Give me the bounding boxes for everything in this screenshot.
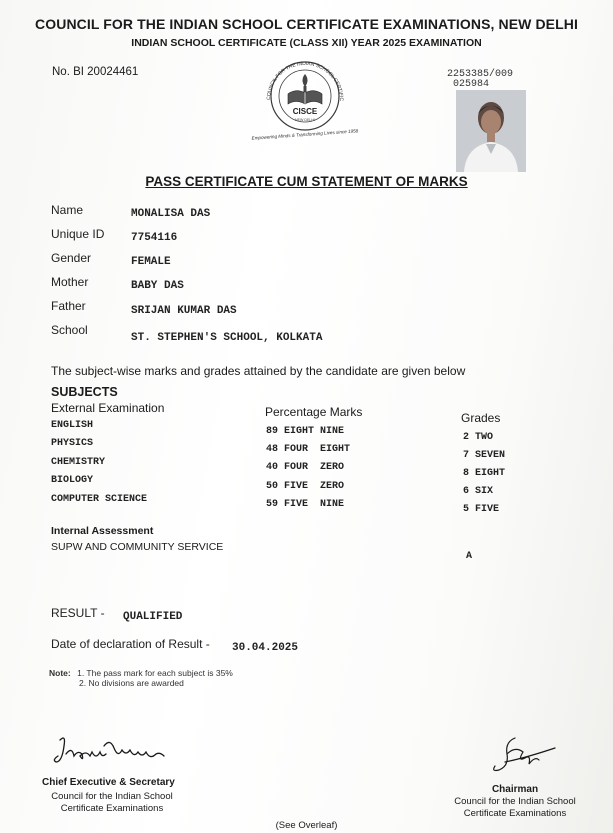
- candidate-name: MONALISA DAS: [131, 208, 211, 220]
- result-value: QUALIFIED: [123, 611, 183, 623]
- serial-line-2: 025984: [453, 79, 490, 90]
- right-signatory-org-line2: Certificate Examinations: [463, 808, 567, 819]
- see-overleaf: (See Overleaf): [275, 820, 338, 831]
- left-signatory-org-line2: Certificate Examinations: [60, 803, 164, 814]
- grades-heading: Grades: [461, 411, 501, 425]
- subjects-heading: SUBJECTS: [51, 385, 118, 399]
- label-school: School: [51, 323, 88, 337]
- candidate-mother: BABY DAS: [131, 280, 184, 292]
- right-signatory-title: Chairman: [491, 784, 539, 795]
- note-line-2: 2. No divisions are awarded: [79, 678, 184, 688]
- left-signatory-org: [42, 791, 182, 815]
- declaration-date-label: Date of declaration of Result -: [51, 637, 210, 651]
- candidate-gender: FEMALE: [131, 256, 171, 268]
- certificate-number: No. BI 20024461: [52, 66, 139, 78]
- serial-line-1: 2253385/009: [447, 69, 514, 80]
- cisce-logo: [238, 60, 373, 142]
- subject-name: CHEMISTRY: [51, 457, 106, 468]
- left-signatory-title: Chief Executive & Secretary: [42, 777, 175, 788]
- candidate-father: SRIJAN KUMAR DAS: [131, 305, 237, 317]
- subject-marks: 89 EIGHT NINE: [266, 426, 345, 437]
- result-label: RESULT -: [51, 606, 105, 620]
- note-label: Note:: [49, 668, 71, 678]
- logo-abbr: CISCE: [292, 107, 318, 116]
- label-name: Name: [51, 203, 84, 217]
- signature-icon: [52, 732, 172, 772]
- subject-grade: 8 EIGHT: [463, 468, 506, 479]
- person-photo-icon: [456, 90, 526, 172]
- subject-grade: 6 SIX: [463, 486, 494, 497]
- marks-intro: The subject-wise marks and grades attained by the candidate are given below: [51, 364, 466, 378]
- subject-name: COMPUTER SCIENCE: [51, 494, 148, 505]
- label-mother: Mother: [51, 275, 89, 289]
- notes-block: [49, 668, 233, 688]
- serial-number: [447, 70, 513, 90]
- candidate-photo: [456, 90, 526, 172]
- right-signatory-org-line1: Council for the Indian School: [454, 796, 576, 807]
- internal-subject: SUPW AND COMMUNITY SERVICE: [51, 541, 224, 553]
- external-exam-heading: External Examination: [51, 401, 165, 415]
- label-gender: Gender: [51, 251, 92, 265]
- signature-icon: [485, 732, 565, 782]
- right-signatory-org: [440, 796, 590, 820]
- left-signatory-org-line1: Council for the Indian School: [51, 791, 173, 802]
- percentage-marks-heading: Percentage Marks: [265, 405, 363, 419]
- certificate-title-text: PASS CERTIFICATE CUM STATEMENT OF MARKS: [145, 174, 468, 189]
- subject-marks: 59 FIVE NINE: [266, 499, 345, 510]
- subject-grade: 2 TWO: [463, 432, 494, 443]
- logo-ring-text: COUNCIL FOR THE INDIAN SCHOOL CERTIFIC: [265, 60, 345, 102]
- subject-grade: 7 SEVEN: [463, 450, 506, 461]
- subject-marks: 48 FOUR EIGHT: [266, 444, 351, 455]
- subject-name: PHYSICS: [51, 438, 94, 449]
- exam-heading: INDIAN SCHOOL CERTIFICATE (CLASS XII) YEAR 2025 EXAMINATION: [131, 37, 482, 49]
- certificate-title: [0, 174, 613, 189]
- candidate-unique-id: 7754116: [131, 232, 178, 244]
- label-father: Father: [51, 299, 86, 313]
- subject-name: BIOLOGY: [51, 475, 94, 486]
- subject-name: ENGLISH: [51, 420, 94, 431]
- cisce-emblem-icon: [238, 60, 373, 142]
- internal-grade: A: [466, 551, 473, 562]
- note-line-1: 1. The pass mark for each subject is 35%: [77, 668, 233, 678]
- subject-marks: 40 FOUR ZERO: [266, 462, 345, 473]
- subject-grade: 5 FIVE: [463, 504, 500, 515]
- subject-marks: 50 FIVE ZERO: [266, 481, 345, 492]
- label-unique-id: Unique ID: [51, 227, 105, 241]
- internal-assessment-heading: Internal Assessment: [51, 525, 154, 537]
- chief-executive-signature: [52, 732, 172, 772]
- chairman-signature: [485, 732, 565, 782]
- logo-tagline: Empowering Minds & Transforming Lives since 1958: [251, 128, 359, 141]
- logo-city: NEW DELHI: [295, 118, 315, 122]
- declaration-date-value: 30.04.2025: [232, 642, 299, 654]
- council-heading: COUNCIL FOR THE INDIAN SCHOOL CERTIFICATE EXAMINATIONS, NEW DELHI: [35, 16, 578, 32]
- candidate-school: ST. STEPHEN'S SCHOOL, KOLKATA: [131, 332, 323, 344]
